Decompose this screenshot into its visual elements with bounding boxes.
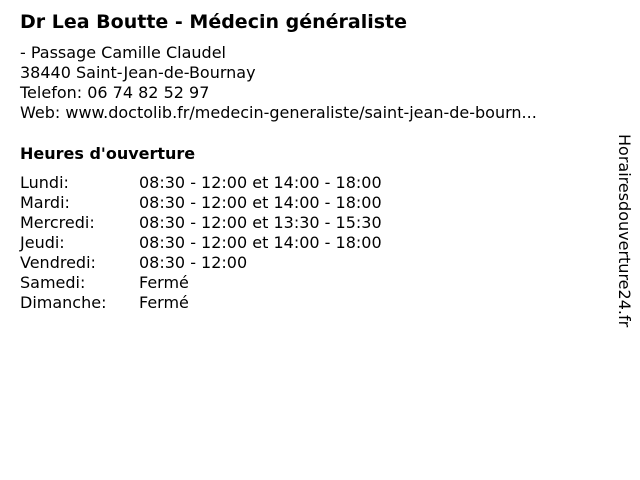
street-address: - Passage Camille Claudel: [20, 43, 226, 62]
day-hours: 08:30 - 12:00 et 14:00 - 18:00: [139, 193, 382, 212]
hours-row-thursday: [20, 233, 610, 253]
hours-row-saturday: [20, 273, 610, 293]
listing-title: Dr Lea Boutte - Médecin généraliste: [20, 11, 408, 33]
day-label: Jeudi:: [20, 233, 65, 252]
day-hours: 08:30 - 12:00 et 13:30 - 15:30: [139, 213, 382, 232]
listing-card: [20, 10, 610, 313]
opening-hours-table: [20, 173, 610, 313]
hours-row-friday: [20, 253, 610, 273]
website-link[interactable]: Web: www.doctolib.fr/medecin-generaliste/saint-jean-de-bourn...: [20, 103, 537, 122]
day-hours: 08:30 - 12:00: [139, 253, 248, 272]
address-block: [20, 43, 610, 123]
phone-number: Telefon: 06 74 82 52 97: [20, 83, 210, 102]
opening-hours-heading: Heures d'ouverture: [20, 144, 196, 163]
day-hours: Fermé: [139, 293, 189, 312]
day-hours: 08:30 - 12:00 et 14:00 - 18:00: [139, 233, 382, 252]
day-label: Dimanche:: [20, 293, 107, 312]
city-address: 38440 Saint-Jean-de-Bournay: [20, 63, 256, 82]
day-hours: Fermé: [139, 273, 189, 292]
day-label: Mercredi:: [20, 213, 95, 232]
site-watermark: Horairesdouverture24.fr: [615, 134, 634, 328]
hours-row-monday: [20, 173, 610, 193]
hours-row-sunday: [20, 293, 610, 313]
hours-row-tuesday: [20, 193, 610, 213]
hours-row-wednesday: [20, 213, 610, 233]
day-hours: 08:30 - 12:00 et 14:00 - 18:00: [139, 173, 382, 192]
day-label: Samedi:: [20, 273, 86, 292]
day-label: Mardi:: [20, 193, 70, 212]
day-label: Vendredi:: [20, 253, 96, 272]
day-label: Lundi:: [20, 173, 69, 192]
